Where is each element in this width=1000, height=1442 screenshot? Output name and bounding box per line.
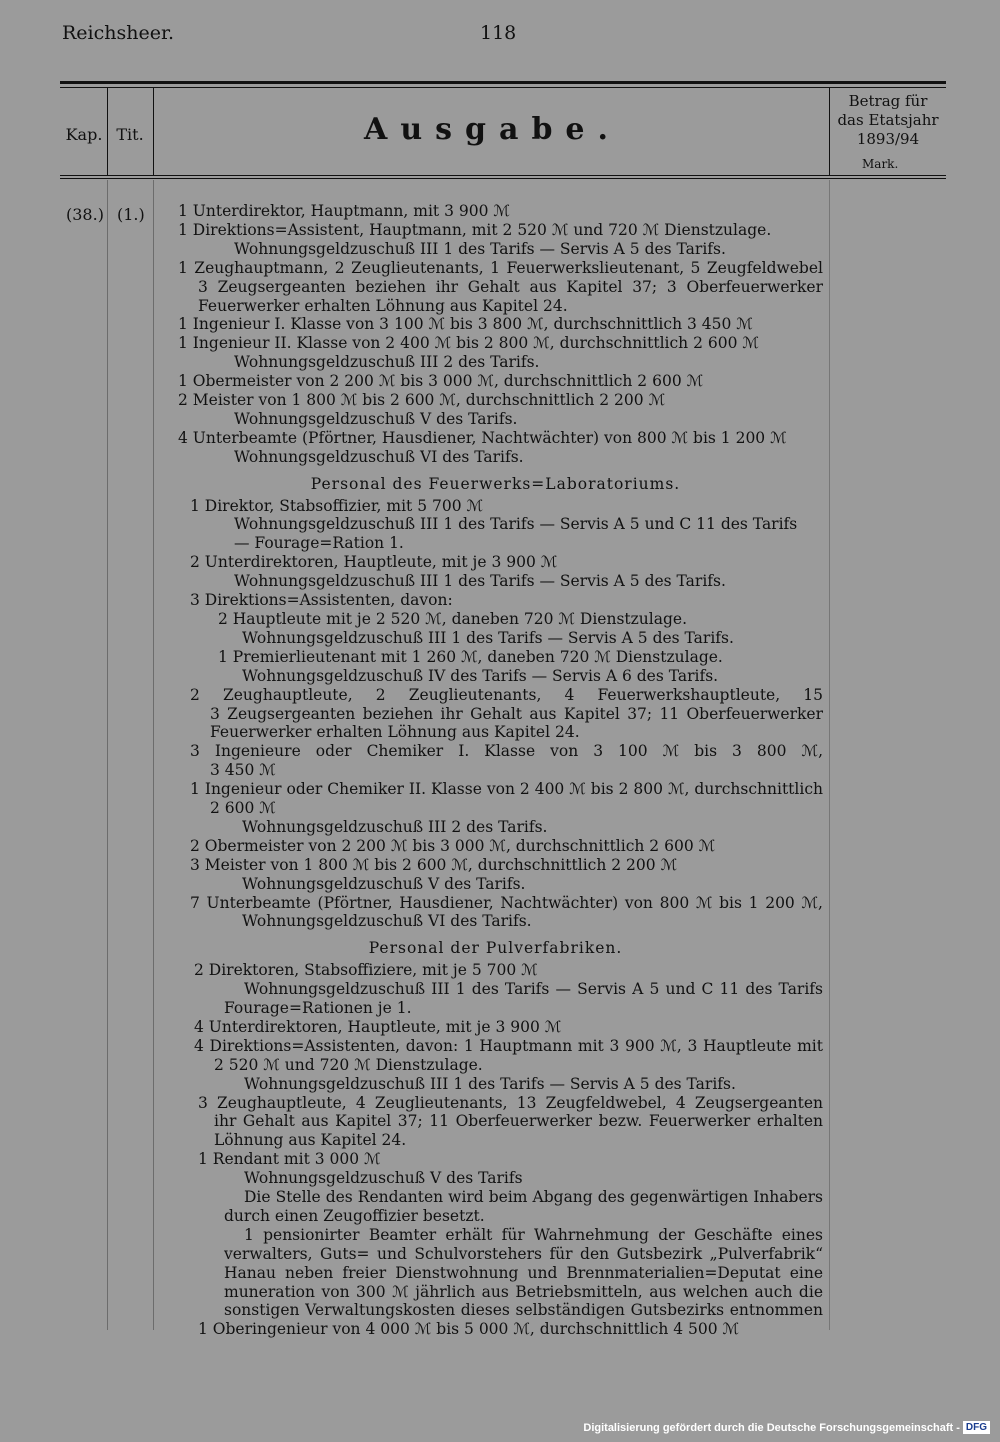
text-line: Wohnungsgeldzuschuß III 2 des Tarifs.: [234, 353, 540, 372]
text-line: 4 Direktions=Assistenten, davon: 1 Hauptmann mit 3 900 ℳ, 3 Hauptleute mit: [194, 1036, 823, 1055]
text-line: 3 Zeugsergeanten beziehen ihr Gehalt aus Kapitel 37; 3 Oberfeuerwerker: [198, 277, 823, 296]
footer-text: Digitalisierung gefördert durch die Deutsche Forschungsgemeinschaft -: [583, 1421, 960, 1434]
text-line: Hanau neben freier Dienstwohnung und Brennmaterialien=Deputat eine: [224, 1263, 823, 1282]
kapitel-number: (38.): [66, 205, 104, 224]
text-line: Feuerwerker erhalten Löhnung aus Kapitel 24.: [198, 296, 568, 315]
text-line: 1 Direktor, Stabsoffizier, mit 5 700 ℳ: [190, 496, 484, 515]
page-number: 118: [480, 22, 517, 44]
text-line: 3 Direktions=Assistenten, davon:: [190, 591, 453, 610]
text-line: Die Stelle des Rendanten wird beim Abgang des gegenwärtigen Inhabers: [244, 1188, 823, 1207]
betrag-line-1: Betrag für: [848, 92, 928, 110]
text-line: durch einen Zeugoffizier besetzt.: [224, 1206, 485, 1225]
text-line: 2 Obermeister von 2 200 ℳ bis 3 000 ℳ, durchschnittlich 2 600 ℳ: [190, 836, 716, 855]
text-line: 1 Ingenieur II. Klasse von 2 400 ℳ bis 2 800 ℳ, durchschnittlich 2 600 ℳ: [178, 334, 759, 353]
text-line: Wohnungsgeldzuschuß VI des Tarifs.: [242, 912, 532, 931]
text-line: 2 Meister von 1 800 ℳ bis 2 600 ℳ, durchschnittlich 2 200 ℳ: [178, 391, 666, 410]
text-line: Wohnungsgeldzuschuß III 2 des Tarifs.: [242, 817, 548, 836]
header-bottom-rule-2: [60, 178, 946, 179]
text-line: 2 Hauptleute mit je 2 520 ℳ, daneben 720 ℳ Dienstzulage.: [218, 610, 687, 628]
text-line: Wohnungsgeldzuschuß V des Tarifs.: [234, 409, 518, 428]
text-line: Wohnungsgeldzuschuß III 1 des Tarifs — Servis A 5 des Tarifs.: [234, 239, 726, 258]
text-line: Feuerwerker erhalten Löhnung aus Kapitel 24.: [210, 723, 580, 742]
text-line: 1 Ingenieur oder Chemiker II. Klasse von 2 400 ℳ bis 2 800 ℳ, durchschnittlich: [190, 780, 823, 799]
text-line: Wohnungsgeldzuschuß V des Tarifs.: [242, 874, 526, 893]
text-line: 4 Unterdirektoren, Hauptleute, mit je 3 900 ℳ: [194, 1017, 562, 1036]
dfg-logo: DFG: [963, 1421, 990, 1434]
section-heading: Personal des Feuerwerks=Laboratoriums.: [310, 474, 681, 493]
text-line: 1 Zeughauptmann, 2 Zeuglieutenants, 1 Feuerwerkslieutenant, 5 Zeugfeldwebel: [178, 258, 823, 277]
column-line-tit: [153, 180, 154, 1330]
expenditure-text: [168, 202, 823, 1339]
text-line: Wohnungsgeldzuschuß V des Tarifs: [244, 1169, 523, 1188]
text-line: 4 Unterbeamte (Pförtner, Hausdiener, Nachtwächter) von 800 ℳ bis 1 200 ℳ: [178, 428, 787, 447]
top-rule-thin: [60, 87, 946, 88]
text-line: 3 Ingenieure oder Chemiker I. Klasse von 3 100 ℳ bis 3 800 ℳ,: [190, 742, 823, 761]
betrag-line-2: das Etatsjahr: [837, 111, 939, 129]
column-divider-tit: [153, 88, 154, 176]
text-line: Wohnungsgeldzuschuß III 1 des Tarifs — Servis A 5 und C 11 des Tarifs: [234, 515, 798, 534]
column-line-betrag: [829, 180, 830, 1330]
text-line: verwalters, Guts= und Schulvorstehers für den Gutsbezirk „Pulverfabrik“: [224, 1244, 823, 1263]
column-divider-betrag: [829, 88, 830, 176]
text-line: Wohnungsgeldzuschuß III 1 des Tarifs — Servis A 5 des Tarifs.: [244, 1074, 736, 1093]
text-line: Löhnung aus Kapitel 24.: [214, 1131, 407, 1150]
text-line: 7 Unterbeamte (Pförtner, Hausdiener, Nachtwächter) von 800 ℳ bis 1 200 ℳ,: [190, 893, 823, 912]
text-line: Wohnungsgeldzuschuß IV des Tarifs — Servis A 6 des Tarifs.: [242, 666, 719, 685]
footer-credit: [583, 1421, 990, 1434]
text-line: 1 Ingenieur I. Klasse von 3 100 ℳ bis 3 800 ℳ, durchschnittlich 3 450 ℳ: [178, 315, 753, 334]
text-line: — Fourage=Ration 1.: [234, 534, 404, 553]
text-line: 3 Zeugsergeanten beziehen ihr Gehalt aus Kapitel 37; 11 Oberfeuerwerker: [210, 704, 823, 723]
text-line: 1 pensionirter Beamter erhält für Wahrnehmung der Geschäfte eines: [244, 1225, 823, 1244]
text-line: 2 520 ℳ und 720 ℳ Dienstzulage.: [214, 1055, 483, 1074]
column-line-kap: [107, 180, 108, 1330]
text-line: 1 Unterdirektor, Hauptmann, mit 3 900 ℳ: [178, 202, 510, 220]
table-title: Ausgabe.: [364, 112, 621, 147]
text-line: ihr Gehalt aus Kapitel 37; 11 Oberfeuerwerker bezw. Feuerwerker erhalten: [214, 1112, 823, 1131]
text-line: 1 Direktions=Assistent, Hauptmann, mit 2 520 ℳ und 720 ℳ Dienstzulage.: [178, 220, 772, 239]
text-line: 1 Oberingenieur von 4 000 ℳ bis 5 000 ℳ, durchschnittlich 4 500 ℳ: [198, 1320, 740, 1339]
column-header-betrag: [832, 92, 944, 149]
header-bottom-rule: [60, 175, 946, 176]
betrag-line-3: 1893/94: [856, 130, 920, 148]
text-line: Fourage=Rationen je 1.: [224, 999, 412, 1018]
column-header-kap: Kap.: [65, 125, 103, 144]
text-line: Wohnungsgeldzuschuß VI des Tarifs.: [234, 447, 524, 466]
text-line: 2 Direktoren, Stabsoffiziere, mit je 5 700 ℳ: [194, 961, 538, 980]
column-header-tit: Tit.: [116, 125, 144, 144]
text-line: 2 600 ℳ: [210, 799, 276, 817]
text-line: 1 Premierlieutenant mit 1 260 ℳ, daneben 720 ℳ Dienstzulage.: [218, 647, 723, 666]
top-rule-thick: [60, 81, 946, 84]
text-line: Wohnungsgeldzuschuß III 1 des Tarifs — Servis A 5 des Tarifs.: [234, 572, 726, 591]
text-line: 3 Meister von 1 800 ℳ bis 2 600 ℳ, durchschnittlich 2 200 ℳ: [190, 855, 678, 874]
text-line: Wohnungsgeldzuschuß III 1 des Tarifs — Servis A 5 und C 11 des Tarifs: [244, 980, 823, 999]
text-line: 3 450 ℳ: [210, 761, 276, 780]
text-line: 2 Zeughauptleute, 2 Zeuglieutenants, 4 Feuerwerkshauptleute, 15: [190, 685, 823, 704]
section-heading: Personal der Pulverfabriken.: [368, 939, 623, 958]
text-line: sonstigen Verwaltungskosten dieses selbständigen Gutsbezirks entnommen: [224, 1301, 823, 1320]
text-line: 3 Zeughauptleute, 4 Zeuglieutenants, 13 Zeugfeldwebel, 4 Zeugsergeanten: [198, 1093, 823, 1112]
titel-number: (1.): [117, 205, 145, 224]
text-line: 1 Obermeister von 2 200 ℳ bis 3 000 ℳ, durchschnittlich 2 600 ℳ: [178, 372, 704, 391]
unit-label: Mark.: [862, 157, 899, 171]
text-line: muneration von 300 ℳ jährlich aus Betriebsmitteln, aus welchen auch die: [224, 1282, 823, 1301]
text-line: 1 Rendant mit 3 000 ℳ: [198, 1150, 381, 1169]
text-line: Wohnungsgeldzuschuß III 1 des Tarifs — Servis A 5 des Tarifs.: [242, 628, 734, 647]
text-line: 2 Unterdirektoren, Hauptleute, mit je 3 900 ℳ: [190, 553, 558, 572]
running-head: Reichsheer.: [62, 22, 175, 44]
